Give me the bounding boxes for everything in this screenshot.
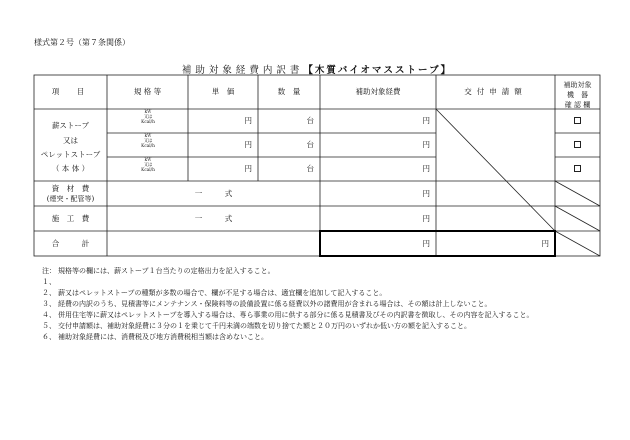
total-eligible-yen: 円	[422, 239, 430, 248]
device-check-checkbox-1[interactable]	[574, 117, 581, 124]
title-main: 補助対象経費内訳書	[181, 65, 304, 76]
header-eligible-cost: 補助対象経費	[355, 87, 401, 96]
note-label: ５、	[42, 322, 56, 330]
note-item	[34, 310, 614, 321]
note-label: ２、	[42, 289, 56, 297]
note-text: 併用住宅等に薪又はペレットストーブを導入する場合は、専ら事業の用に供する部分に係る見積書及びその内訳書を徴取し、その内容を記入すること。	[58, 311, 534, 319]
note-text: 補助対象経費には、消費税及び地方消費税相当額は含めないこと。	[58, 333, 268, 341]
note-label: 注：１、	[42, 267, 56, 286]
note-item	[34, 288, 614, 299]
unit-price-yen-1: 円	[244, 116, 252, 125]
eligible-cost-yen-2: 円	[422, 140, 430, 149]
note-label: ４、	[42, 311, 56, 319]
unit-price-yen-3: 円	[244, 164, 252, 173]
note-text: 薪又はペレットストーブの種類が多数の場合で、欄が不足する場合は、適宜欄を追加して記入すること。	[58, 289, 387, 297]
unit-price-yen-2: 円	[244, 140, 252, 149]
stove-label-1: 薪ストーブ	[51, 121, 90, 130]
materials-yen: 円	[422, 189, 430, 198]
total-label: 合 計	[51, 239, 90, 248]
note-text: 交付申請額は、補助対象経費に３分の１を乗じて千円未満の端数を切り捨てた額と２０万円のいずれか低い方の額を記入すること。	[58, 322, 471, 330]
construction-label: 施 工 費	[51, 214, 90, 223]
header-item: 項 目	[51, 87, 90, 96]
header-device-check: 補助対象 機 器 確 認 欄	[563, 81, 592, 109]
construction-lump-sum: 一 式	[194, 214, 233, 223]
notes-section	[34, 266, 614, 343]
eligible-cost-yen-1: 円	[422, 116, 430, 125]
quantity-unit-2: 台	[306, 140, 314, 149]
device-check-checkbox-3[interactable]	[574, 165, 581, 172]
quantity-unit-1: 台	[306, 116, 314, 125]
note-label: ６、	[42, 333, 56, 341]
header-grant-amount: 交付申請額	[464, 87, 527, 96]
form-number: 様式第２号（第７条関係）	[34, 38, 130, 47]
title-sub: 【木質バイオマスストーブ】	[303, 65, 453, 76]
note-item	[34, 321, 614, 332]
total-grant-yen: 円	[541, 239, 549, 248]
construction-yen: 円	[422, 214, 430, 223]
note-text: 規格等の欄には、薪ストーブ１台当たりの定格出力を記入すること。	[58, 267, 275, 275]
header-unit-price: 単 価	[211, 87, 235, 96]
note-text: 経費の内訳のうち、見積書等にメンテナンス・保険料等の設備設置に係る経費以外の諸費用が含まれる場合は、その額は計上しないこと。	[58, 300, 492, 308]
output-units-2: kＷ 又は Kcal/h	[141, 134, 155, 149]
note-label: ３、	[42, 300, 56, 308]
header-spec: 規 格 等	[133, 87, 162, 96]
eligible-cost-yen-3: 円	[422, 164, 430, 173]
materials-lump-sum: 一 式	[194, 189, 233, 198]
note-item	[34, 299, 614, 310]
output-units-1: kＷ 又は Kcal/h	[141, 110, 155, 125]
quantity-unit-3: 台	[306, 164, 314, 173]
materials-label-2: (煙突・配管等)	[46, 195, 95, 203]
output-units-3: kＷ 又は Kcal/h	[141, 158, 155, 173]
stove-label-3: ペレットストーブ	[40, 150, 101, 159]
note-item	[34, 332, 614, 343]
stove-label-2: 又は	[63, 136, 78, 145]
stove-label-4: （ 本 体 ）	[51, 164, 90, 173]
device-check-checkbox-2[interactable]	[574, 141, 581, 148]
header-quantity: 数 量	[277, 87, 301, 96]
note-item	[34, 266, 614, 288]
materials-label-1: 資 材 費	[51, 184, 90, 193]
